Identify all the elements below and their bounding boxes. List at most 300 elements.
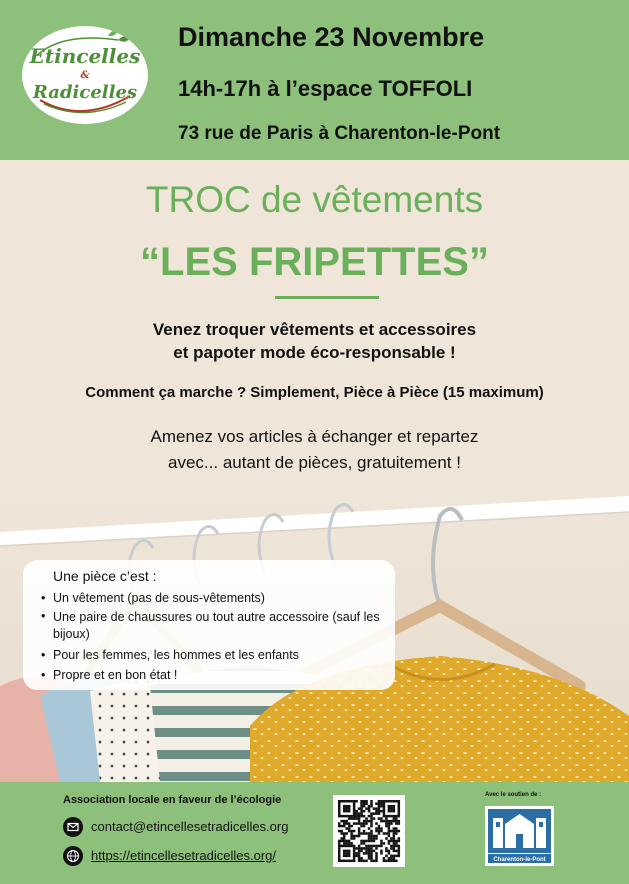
qr-module — [338, 802, 341, 805]
qr-module — [368, 827, 371, 830]
qr-module — [368, 855, 371, 858]
list-item: • Un vêtement (pas de sous-vêtements) — [41, 588, 381, 608]
qr-module — [390, 822, 393, 825]
qr-module — [353, 850, 356, 853]
qr-module — [363, 800, 366, 803]
qr-module — [353, 835, 356, 838]
qr-module — [388, 825, 391, 828]
qr-module — [393, 857, 396, 860]
qr-module — [338, 852, 341, 855]
qr-module — [380, 852, 383, 855]
qr-module — [353, 802, 356, 805]
qr-module — [375, 852, 378, 855]
qr-module — [395, 817, 398, 820]
qr-module — [353, 807, 356, 810]
qr-module — [383, 815, 386, 818]
qr-module — [343, 860, 346, 863]
qr-module — [355, 835, 358, 838]
email-icon — [63, 817, 83, 837]
list-item: • Propre et en bon état ! — [41, 665, 381, 685]
qr-module — [365, 852, 368, 855]
qr-module — [398, 807, 401, 810]
qr-module — [383, 860, 386, 863]
qr-module — [373, 807, 376, 810]
qr-module — [373, 835, 376, 838]
qr-module — [395, 822, 398, 825]
qr-module — [368, 840, 371, 843]
website-link[interactable]: https://etincellesetradicelles.org/ — [91, 848, 276, 863]
qr-module — [373, 837, 376, 840]
qr-module — [373, 812, 376, 815]
qr-module — [393, 800, 396, 803]
qr-module — [385, 815, 388, 818]
qr-module — [340, 832, 343, 835]
qr-module — [388, 832, 391, 835]
qr-module — [363, 832, 366, 835]
qr-module — [398, 805, 401, 808]
qr-module — [353, 817, 356, 820]
qr-module — [378, 805, 381, 808]
qr-module — [343, 845, 346, 848]
qr-module — [375, 835, 378, 838]
qr-module — [350, 800, 353, 803]
qr-module — [358, 812, 361, 815]
qr-module — [348, 825, 351, 828]
qr-module — [350, 815, 353, 818]
bring-line-2: avec... autant de pièces, gratuitement ! — [168, 453, 461, 472]
qr-module — [360, 822, 363, 825]
qr-module — [338, 850, 341, 853]
qr-module — [343, 820, 346, 823]
qr-module — [370, 830, 373, 833]
qr-module — [345, 805, 348, 808]
qr-module — [393, 840, 396, 843]
qr-module — [338, 815, 341, 818]
qr-module — [340, 840, 343, 843]
qr-module — [343, 800, 346, 803]
qr-module — [358, 852, 361, 855]
qr-module — [350, 817, 353, 820]
qr-module — [365, 800, 368, 803]
qr-module — [348, 840, 351, 843]
qr-module — [370, 812, 373, 815]
qr-module — [368, 852, 371, 855]
qr-module — [345, 815, 348, 818]
qr-module — [393, 832, 396, 835]
qr-module — [365, 845, 368, 848]
qr-module — [365, 860, 368, 863]
qr-module — [358, 827, 361, 830]
qr-module — [390, 860, 393, 863]
qr-module — [363, 842, 366, 845]
qr-module — [383, 812, 386, 815]
qr-module — [358, 855, 361, 858]
qr-module — [393, 847, 396, 850]
qr-module — [370, 835, 373, 838]
qr-module — [363, 840, 366, 843]
qr-module — [348, 827, 351, 830]
event-address: 73 rue de Paris à Charenton-le-Pont — [178, 123, 501, 144]
piece-definition-list — [41, 588, 381, 685]
qr-module — [355, 852, 358, 855]
qr-module — [350, 860, 353, 863]
qr-module — [345, 840, 348, 843]
qr-module — [373, 845, 376, 848]
qr-module — [390, 805, 393, 808]
logo-text-radicelles: Radicelles — [32, 82, 138, 103]
qr-module — [370, 855, 373, 858]
qr-module — [345, 800, 348, 803]
qr-module — [363, 822, 366, 825]
qr-module — [338, 857, 341, 860]
qr-module — [388, 850, 391, 853]
qr-module — [355, 800, 358, 803]
qr-module — [383, 800, 386, 803]
qr-module — [338, 825, 341, 828]
qr-module — [375, 807, 378, 810]
qr-module — [348, 807, 351, 810]
qr-module — [378, 807, 381, 810]
qr-module — [390, 807, 393, 810]
qr-module — [358, 830, 361, 833]
qr-module — [388, 830, 391, 833]
qr-module — [360, 800, 363, 803]
qr-module — [393, 837, 396, 840]
qr-module — [365, 840, 368, 843]
qr-module — [373, 850, 376, 853]
qr-module — [355, 815, 358, 818]
qr-module — [385, 817, 388, 820]
qr-module — [338, 847, 341, 850]
qr-module — [358, 815, 361, 818]
qr-module — [358, 857, 361, 860]
qr-module — [390, 840, 393, 843]
qr-module — [398, 822, 401, 825]
qr-module — [378, 827, 381, 830]
qr-module — [370, 802, 373, 805]
qr-module — [383, 842, 386, 845]
qr-module — [375, 860, 378, 863]
qr-module — [368, 805, 371, 808]
qr-module — [353, 837, 356, 840]
qr-module — [340, 820, 343, 823]
qr-module — [388, 840, 391, 843]
qr-module — [345, 855, 348, 858]
contact-email[interactable]: contact@etincellesetradicelles.org — [91, 819, 289, 834]
qr-module — [353, 860, 356, 863]
qr-module — [395, 832, 398, 835]
qr-module — [345, 827, 348, 830]
title-underline — [275, 296, 379, 299]
qr-module — [395, 815, 398, 818]
qr-module — [398, 837, 401, 840]
qr-module — [393, 830, 396, 833]
qr-module — [393, 850, 396, 853]
qr-module — [340, 860, 343, 863]
qr-module — [358, 860, 361, 863]
qr-module — [368, 857, 371, 860]
qr-module — [398, 800, 401, 803]
qr-module — [355, 847, 358, 850]
qr-module — [368, 832, 371, 835]
qr-module — [388, 842, 391, 845]
qr-module — [343, 835, 346, 838]
qr-module — [385, 820, 388, 823]
qr-module — [370, 845, 373, 848]
qr-module — [343, 842, 346, 845]
qr-module — [395, 860, 398, 863]
qr-module — [383, 802, 386, 805]
qr-module — [348, 817, 351, 820]
city-logo-text: Charenton-le-Pont — [493, 857, 546, 863]
qr-module — [393, 845, 396, 848]
qr-module — [345, 842, 348, 845]
qr-module — [360, 807, 363, 810]
qr-module — [388, 815, 391, 818]
qr-module — [388, 807, 391, 810]
qr-module — [360, 810, 363, 813]
qr-module — [390, 847, 393, 850]
qr-module — [358, 845, 361, 848]
qr-module — [385, 825, 388, 828]
qr-module — [375, 812, 378, 815]
qr-module — [363, 815, 366, 818]
qr-module — [355, 855, 358, 858]
logo-text-etincelles: Etincelles — [29, 44, 141, 68]
qr-module — [398, 802, 401, 805]
qr-module — [338, 840, 341, 843]
qr-module — [363, 825, 366, 828]
qr-module — [343, 852, 346, 855]
qr-module — [338, 810, 341, 813]
qr-module — [360, 850, 363, 853]
qr-module — [355, 810, 358, 813]
qr-module — [345, 852, 348, 855]
tagline — [0, 318, 629, 364]
qr-module — [395, 855, 398, 858]
qr-module — [358, 822, 361, 825]
qr-module — [368, 820, 371, 823]
qr-module — [370, 820, 373, 823]
qr-module — [370, 825, 373, 828]
qr-module — [395, 840, 398, 843]
qr-module — [340, 837, 343, 840]
event-time-place: 14h-17h à l’espace TOFFOLI — [178, 76, 473, 101]
qr-module — [378, 800, 381, 803]
qr-module — [365, 820, 368, 823]
qr-module — [378, 830, 381, 833]
qr-module — [390, 800, 393, 803]
qr-module — [345, 860, 348, 863]
qr-module — [395, 827, 398, 830]
qr-module — [390, 855, 393, 858]
qr-module — [348, 852, 351, 855]
qr-module — [338, 805, 341, 808]
qr-module — [360, 847, 363, 850]
qr-module — [353, 805, 356, 808]
qr-module — [348, 810, 351, 813]
qr-module — [385, 850, 388, 853]
qr-module — [375, 830, 378, 833]
qr-module — [340, 830, 343, 833]
qr-module — [358, 832, 361, 835]
qr-module — [360, 815, 363, 818]
qr-module — [360, 842, 363, 845]
qr-module — [338, 842, 341, 845]
qr-module — [380, 805, 383, 808]
qr-module — [363, 830, 366, 833]
qr-module — [375, 810, 378, 813]
qr-module — [398, 820, 401, 823]
qr-module — [360, 832, 363, 835]
qr-module — [370, 857, 373, 860]
qr-module — [363, 810, 366, 813]
qr-module — [393, 860, 396, 863]
qr-module — [348, 815, 351, 818]
qr-module — [375, 802, 378, 805]
qr-module — [363, 820, 366, 823]
qr-module — [373, 860, 376, 863]
qr-module — [375, 837, 378, 840]
qr-module — [398, 812, 401, 815]
qr-module — [365, 847, 368, 850]
charenton-city-logo — [485, 806, 554, 866]
qr-module — [343, 840, 346, 843]
qr-module — [380, 842, 383, 845]
qr-module — [370, 832, 373, 835]
bring-items-text — [0, 424, 629, 476]
qr-module — [395, 842, 398, 845]
qr-module — [370, 840, 373, 843]
qr-module — [343, 810, 346, 813]
qr-module — [393, 835, 396, 838]
qr-module — [350, 830, 353, 833]
qr-module — [390, 815, 393, 818]
qr-module — [343, 807, 346, 810]
qr-module — [388, 820, 391, 823]
qr-module — [338, 800, 341, 803]
qr-module — [390, 830, 393, 833]
qr-module — [368, 815, 371, 818]
qr-module — [363, 805, 366, 808]
qr-module — [343, 825, 346, 828]
qr-module — [360, 805, 363, 808]
qr-module — [398, 847, 401, 850]
qr-module — [398, 815, 401, 818]
qr-module — [343, 837, 346, 840]
qr-module — [365, 832, 368, 835]
qr-module — [368, 807, 371, 810]
qr-module — [385, 822, 388, 825]
qr-module — [383, 832, 386, 835]
qr-module — [388, 860, 391, 863]
qr-module — [360, 860, 363, 863]
event-name: “LES FRIPETTES” — [140, 240, 489, 284]
how-it-works: Comment ça marche ? Simplement, Pièce à Pièce (15 maximum) — [85, 384, 544, 401]
qr-module — [395, 820, 398, 823]
qr-module — [365, 817, 368, 820]
qr-module — [380, 810, 383, 813]
qr-code[interactable] — [333, 795, 405, 867]
qr-module — [375, 857, 378, 860]
qr-module — [380, 820, 383, 823]
qr-module — [388, 800, 391, 803]
qr-module — [393, 810, 396, 813]
qr-module — [385, 800, 388, 803]
qr-module — [380, 827, 383, 830]
qr-module — [370, 847, 373, 850]
qr-module — [380, 802, 383, 805]
qr-module — [360, 825, 363, 828]
piece-definition-heading: Une pièce c’est : — [53, 568, 157, 584]
qr-module — [338, 812, 341, 815]
qr-module — [370, 817, 373, 820]
qr-module — [388, 852, 391, 855]
qr-module — [343, 855, 346, 858]
qr-module — [370, 815, 373, 818]
globe-icon — [63, 846, 83, 866]
qr-module — [358, 850, 361, 853]
qr-module — [348, 842, 351, 845]
qr-module — [358, 807, 361, 810]
qr-module — [375, 822, 378, 825]
qr-module — [390, 857, 393, 860]
qr-module — [378, 825, 381, 828]
qr-module — [360, 802, 363, 805]
qr-module — [393, 842, 396, 845]
qr-module — [343, 815, 346, 818]
qr-module — [365, 850, 368, 853]
qr-module — [348, 830, 351, 833]
qr-module — [368, 850, 371, 853]
qr-module — [383, 820, 386, 823]
qr-module — [385, 837, 388, 840]
qr-module — [383, 807, 386, 810]
qr-module — [380, 845, 383, 848]
qr-module — [378, 832, 381, 835]
qr-module — [345, 810, 348, 813]
qr-module — [345, 807, 348, 810]
qr-module — [378, 817, 381, 820]
qr-module — [368, 847, 371, 850]
qr-module — [338, 860, 341, 863]
qr-module — [385, 855, 388, 858]
qr-module — [353, 857, 356, 860]
qr-module — [350, 835, 353, 838]
qr-module — [365, 807, 368, 810]
tagline-line-1: Venez troquer vêtements et accessoires — [152, 320, 477, 339]
qr-module — [385, 860, 388, 863]
qr-module — [378, 812, 381, 815]
qr-module — [363, 847, 366, 850]
qr-module — [368, 810, 371, 813]
qr-module — [358, 817, 361, 820]
qr-module — [353, 855, 356, 858]
qr-module — [383, 810, 386, 813]
qr-module — [388, 857, 391, 860]
qr-module — [348, 860, 351, 863]
bring-line-1: Amenez vos articles à échanger et repartez — [150, 427, 479, 446]
qr-module — [348, 800, 351, 803]
qr-module — [393, 807, 396, 810]
qr-module — [370, 800, 373, 803]
qr-module — [383, 805, 386, 808]
qr-module — [380, 850, 383, 853]
qr-module — [388, 822, 391, 825]
qr-module — [353, 800, 356, 803]
event-title: TROC de vêtements — [145, 179, 484, 220]
qr-module — [365, 802, 368, 805]
